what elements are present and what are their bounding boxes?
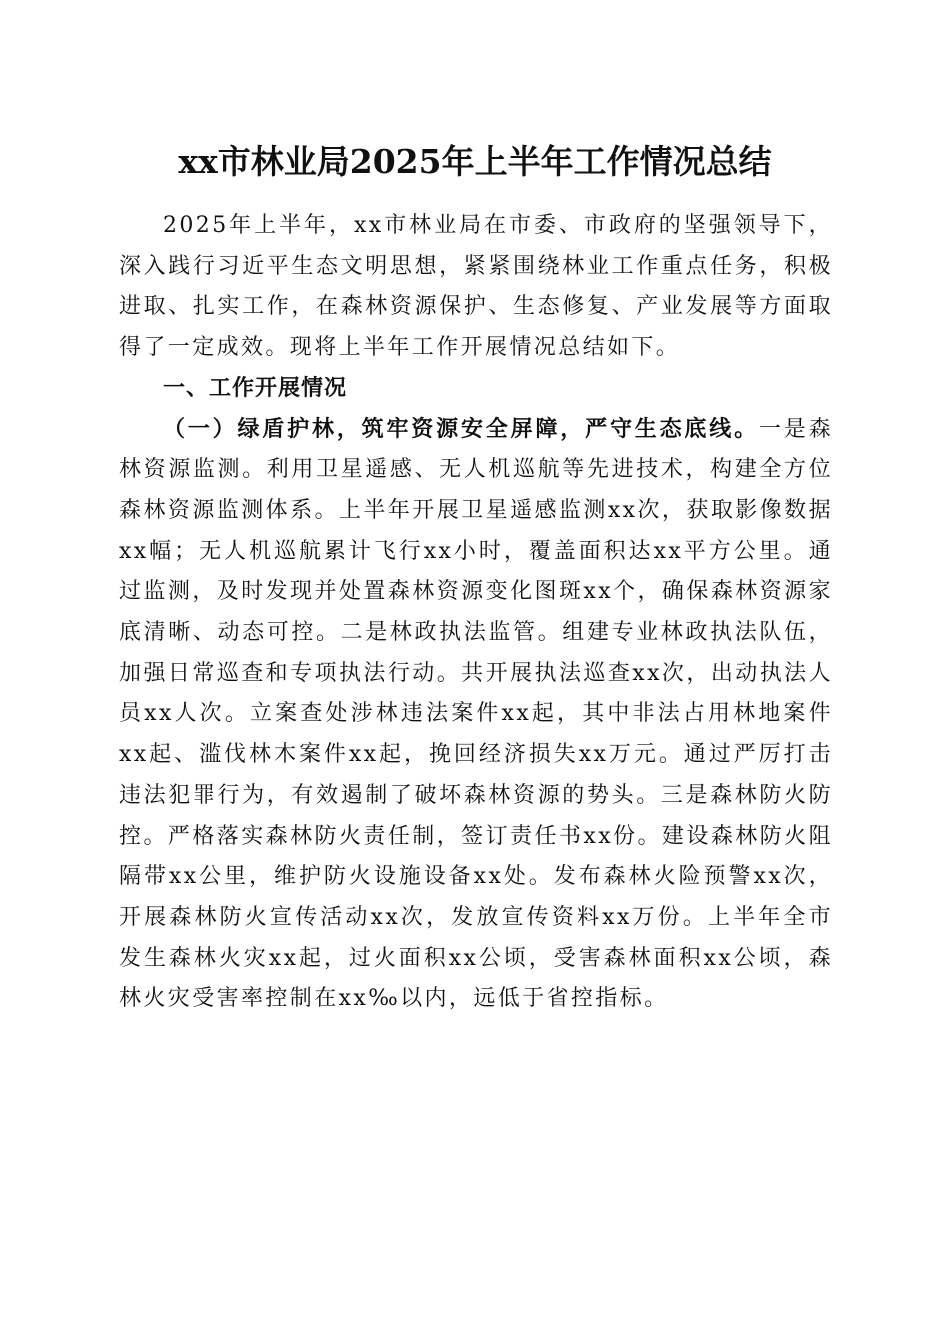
subsection-body: 一是森林资源监测。利用卫星遥感、无人机巡航等先进技术，构建全方位森林资源监测体系。上半年开展卫星遥感监测xx次，获取影像数据xx幅；无人机巡航累计飞行xx小时，覆盖面积达xx平方公里。通过监测，及时发现并处置森林资源变化图斑xx个，确保森林资源家底清晰、动态可控。二是林政执法监管。组建专业林政执法队伍，加强日常巡查和专项执法行动。共开展执法巡查xx次，出动执法人员xx人次。立案查处涉林违法案件xx起，其中非法占用林地案件xx起、滥伐林木案件xx起，挽回经济损失xx万元。通过严厉打击违法犯罪行为，有效遏制了破坏森林资源的势头。三是森林防火防控。严格落实森林防火责任制，签订责任书xx份。建设森林防火阻隔带xx公里，维护防火设施设备xx处。发布森林火险预警xx次，开展森林防火宣传活动xx次，发放宣传资料xx万份。上半年全市发生森林火灾xx起，过火面积xx公顷，受害森林面积xx公顷，森林火灾受害率控制在xx‰以内，远低于省控指标。 [119,416,833,1012]
document-title: xx市林业局2025年上半年工作情况总结 [178,142,772,181]
subsection-heading: （一）绿盾护林，筑牢资源安全屏障，严守生态底线。 [163,416,759,442]
document-body [119,206,833,1020]
section-heading: 一、工作开展情况 [163,375,348,401]
subsection-paragraph [119,410,833,1021]
intro-paragraph: 2025年上半年，xx市林业局在市委、市政府的坚强领导下，深入践行习近平生态文明思想，紧紧围绕林业工作重点任务，积极进取、扎实工作，在森林资源保护、生态修复、产业发展等方面取得了一定成效。现将上半年工作开展情况总结如下。 [119,213,833,361]
